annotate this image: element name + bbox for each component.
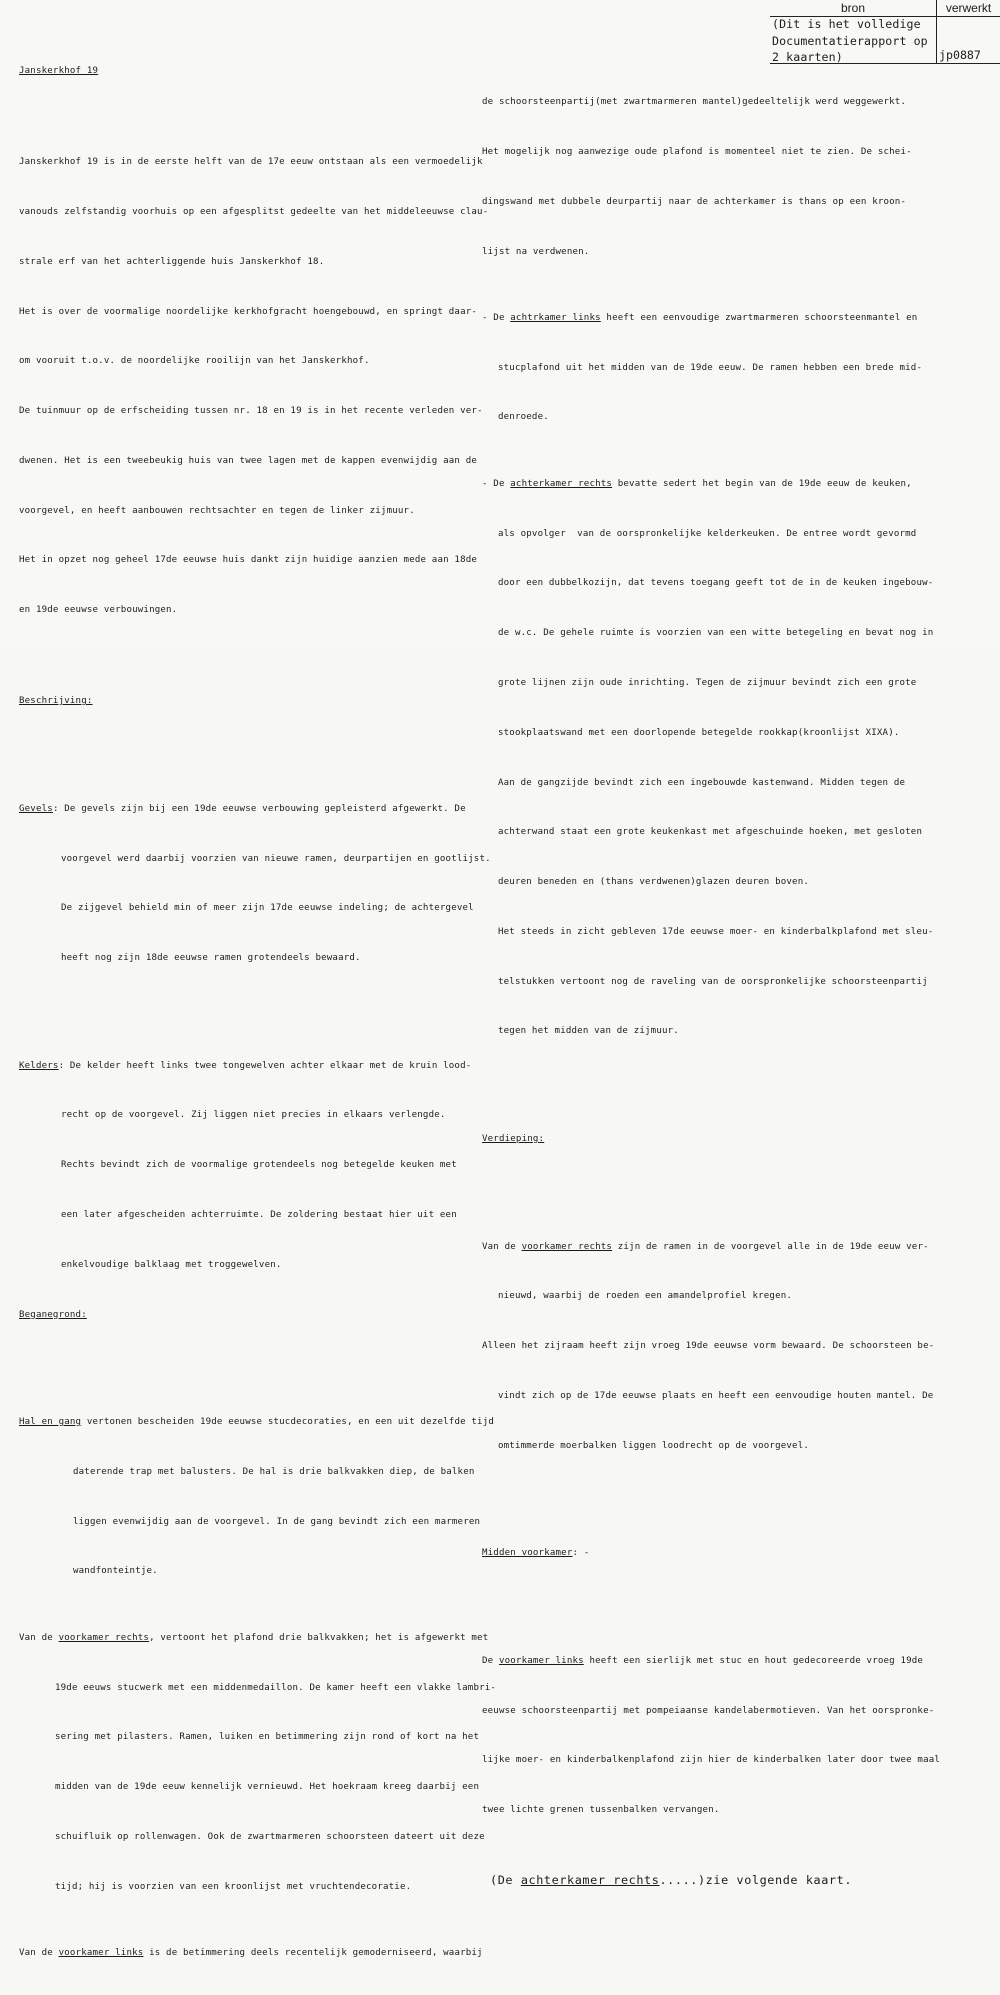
continuation-line: lijst na verdwenen. xyxy=(482,246,590,257)
document-title: Janskerkhof 19 xyxy=(19,66,99,77)
kelders-line: enkelvoudige balklaag met troggewelven. xyxy=(61,1259,282,1270)
gevels-line: voorgevel werd daarbij voorzien van nieuwe ramen, deurpartijen en gootlijst. xyxy=(61,853,491,864)
verd-voorkamer-links-line: eeuwse schoorsteenpartij met pompeiaanse kandelabermotieven. Van het oorspronke- xyxy=(482,1705,935,1716)
bron-cell xyxy=(770,17,937,64)
intro-line: strale erf van het achterliggende huis Janskerkhof 18. xyxy=(19,256,325,267)
gevels-line: De zijgevel behield min of meer zijn 17de eeuwse indeling; de achtergevel xyxy=(61,903,474,914)
verd-voorkamer-links-paragraph-first: De voorkamer links heeft een sierlijk met stuc en hout gedecoreerde vroeg 19de xyxy=(482,1655,924,1666)
bron-line: 2 kaarten) xyxy=(772,50,843,65)
hal-paragraph-first: Hal en gang vertonen bescheiden 19de eeuwse stucdecoraties, en een uit dezelfde tijd xyxy=(19,1417,495,1428)
verwerkt-cell xyxy=(937,17,1000,64)
kelders-label: Kelders xyxy=(19,1060,59,1071)
gevels-label: Gevels xyxy=(19,803,53,814)
footer-continuation-note: (De achterkamer rechts.....)zie volgende kaart. xyxy=(490,1872,853,1887)
voorkamer-rechts-paragraph-first: Van de voorkamer rechts, vertoont het plafond drie balkvakken; het is afgewerkt met xyxy=(19,1632,489,1643)
gevels-line: heeft nog zijn 18de eeuwse ramen grotendeels bewaard. xyxy=(61,953,361,964)
section-heading-verdieping: Verdieping: xyxy=(482,1134,545,1144)
verd-voorkamer-rechts-paragraph-first: Van de voorkamer rechts zijn de ramen in de voorgevel alle in de 19de eeuw ver- xyxy=(482,1241,929,1252)
intro-line: en 19de eeuwse verbouwingen. xyxy=(19,605,178,616)
achterkamer-rechts-line: Aan de gangzijde bevindt zich een ingebouwde kastenwand. Midden tegen de xyxy=(498,777,906,788)
bron-line: Documentatierapport op xyxy=(772,33,928,48)
voorkamer-rechts-line: tijd; hij is voorzien van een kroonlijst met vruchtendecoratie. xyxy=(55,1881,412,1892)
kelders-paragraph-first: Kelders: De kelder heeft links twee tongewelven achter elkaar met de kruin lood- xyxy=(19,1060,472,1071)
achterkamer-rechts-line: grote lijnen zijn oude inrichting. Tegen de zijmuur bevindt zich een grote xyxy=(498,677,917,688)
achterkamer-rechts-line: tegen het midden van de zijmuur. xyxy=(498,1026,679,1037)
hal-line: daterende trap met balusters. De hal is drie balkvakken diep, de balken xyxy=(73,1466,475,1477)
achterkamer-rechts-line: als opvolger van de oorspronkelijke kelderkeuken. De entree wordt gevormd xyxy=(498,528,917,539)
verwerkt-id: jp0887 xyxy=(939,48,981,62)
intro-line: Het is over de voormalige noordelijke kerkhofgracht hoengebouwd, en springt daar- xyxy=(19,306,478,317)
verd-voorkamer-links-line: lijke moer- en kinderbalkenplafond zijn hier de kinderbalken later door twee maal xyxy=(482,1755,941,1766)
kelders-line: Rechts bevindt zich de voormalige grotendeels nog betegelde keuken met xyxy=(61,1160,457,1171)
verd-voorkamer-rechts-label: voorkamer rechts xyxy=(521,1241,613,1252)
voorkamer-rechts-line: schuifluik op rollenwagen. Ook de zwartmarmeren schoorsteen dateert uit deze xyxy=(55,1831,485,1842)
kelders-line: een later afgescheiden achterruimte. De zoldering bestaat hier uit een xyxy=(61,1209,457,1220)
gevels-paragraph-first: Gevels: De gevels zijn bij een 19de eeuwse verbouwing gepleisterd afgewerkt. De xyxy=(19,803,466,814)
verwerkt-header: verwerkt xyxy=(937,0,1000,17)
midden-voorkamer-label: Midden voorkamer xyxy=(482,1548,573,1559)
achterkamer-links-label: achtrkamer links xyxy=(510,312,601,323)
bron-header: bron xyxy=(770,0,937,17)
bron-line: (Dit is het volledige xyxy=(772,17,921,31)
verd-voorkamer-rechts-line: Alleen het zijraam heeft zijn vroeg 19de eeuwse vorm bewaard. De schoorsteen be- xyxy=(482,1341,935,1352)
achterkamer-rechts-line: de w.c. De gehele ruimte is voorzien van een witte betegeling en bevat nog in xyxy=(498,628,934,639)
voorkamer-rechts-line: midden van de 19de eeuw kennelijk vernieuwd. Het hoekraam kreeg daarbij een xyxy=(55,1782,480,1793)
intro-line: voorgevel, en heeft aanbouwen rechtsachter en tegen de linker zijmuur. xyxy=(19,505,415,516)
achterkamer-rechts-line: telstukken vertoont nog de raveling van de oorspronkelijke schoorsteenpartij xyxy=(498,976,928,987)
achterkamer-rechts-line: deuren beneden en (thans verdwenen)glazen deuren boven. xyxy=(498,877,810,888)
intro-line: dwenen. Het is een tweebeukig huis van twee lagen met de kappen evenwijdig aan de xyxy=(19,455,478,466)
section-heading-beganegrond: Beganegrond: xyxy=(19,1309,87,1320)
left-column xyxy=(19,30,497,1995)
voorkamer-links-paragraph-first: Van de voorkamer links is de betimmering deels recentelijk gemoderniseerd, waarbij xyxy=(19,1948,483,1959)
continuation-line: dingswand met dubbele deurpartij naar de achterkamer is thans op een kroon- xyxy=(482,196,907,207)
intro-line: Janskerkhof 19 is in de eerste helft van de 17e eeuw ontstaan als een vermoedelijk xyxy=(19,157,483,168)
hal-line: liggen evenwijdig aan de voorgevel. In de gang bevindt zich een marmeren xyxy=(73,1516,481,1527)
intro-line: om vooruit t.o.v. de noordelijke rooilijn van het Janskerkhof. xyxy=(19,356,370,367)
achterkamer-rechts-line: achterwand staat een grote keukenkast met afgeschuinde hoeken, met gesloten xyxy=(498,827,923,838)
achterkamer-links-line: stucplafond uit het midden van de 19de eeuw. De ramen hebben een brede mid- xyxy=(498,362,923,373)
kelders-line: recht op de voorgevel. Zij liggen niet precies in elkaars verlengde. xyxy=(61,1110,446,1121)
achterkamer-links-paragraph-first: - De achtrkamer links heeft een eenvoudige zwartmarmeren schoorsteenmantel en xyxy=(482,312,918,323)
achterkamer-links-line: denroede. xyxy=(498,412,549,423)
verd-voorkamer-rechts-line: omtimmerde moerbalken liggen loodrecht op de voorgevel. xyxy=(498,1440,810,1451)
hal-en-gang-label: Hal en gang xyxy=(19,1417,82,1428)
achterkamer-rechts-line: Het steeds in zicht gebleven 17de eeuwse moer- en kinderbalkplafond met sleu- xyxy=(498,926,934,937)
verd-voorkamer-rechts-line: nieuwd, waarbij de roeden een amandelprofiel kregen. xyxy=(498,1291,793,1302)
hal-line: wandfonteintje. xyxy=(73,1566,158,1577)
intro-line: Het in opzet nog geheel 17de eeuwse huis dankt zijn huidige aanzien mede aan 18de xyxy=(19,555,478,566)
voorkamer-rechts-label: voorkamer rechts xyxy=(58,1632,150,1643)
continuation-line: de schoorsteenpartij(met zwartmarmeren mantel)gedeeltelijk werd weggewerkt. xyxy=(482,97,907,108)
section-heading-beschrijving: Beschrijving: xyxy=(19,696,93,707)
voorkamer-links-label: voorkamer links xyxy=(58,1948,144,1959)
achterkamer-rechts-line: door een dubbelkozijn, dat tevens toegang geeft tot de in de keuken ingebouw- xyxy=(498,578,934,589)
continuation-line: Het mogelijk nog aanwezige oude plafond is momenteel niet te zien. De schei- xyxy=(482,146,912,157)
verd-voorkamer-rechts-line: vindt zich op de 17de eeuwse plaats en heeft een eenvoudige houten mantel. De xyxy=(498,1390,934,1401)
achterkamer-rechts-line: stookplaatswand met een doorlopende betegelde rookkap(kroonlijst XIXA). xyxy=(498,727,900,738)
verd-voorkamer-links-label: voorkamer links xyxy=(498,1655,584,1666)
intro-line: vanouds zelfstandig voorhuis op een afgesplitst gedeelte van het middeleeuwse clau- xyxy=(19,206,489,217)
footer-achterkamer-rechts-label: achterkamer rechts xyxy=(520,1872,660,1887)
intro-line: De tuinmuur op de erfscheiding tussen nr. 18 en 19 is in het recente verleden ver- xyxy=(19,406,483,417)
voorkamer-rechts-line: 19de eeuws stucwerk met een middenmedaillon. De kamer heeft een vlakke lambri- xyxy=(55,1682,497,1693)
verd-voorkamer-links-line: twee lichte grenen tussenbalken vervangen. xyxy=(482,1805,720,1816)
right-column xyxy=(482,61,941,1921)
midden-voorkamer-heading: Midden voorkamer: - xyxy=(482,1548,590,1559)
voorkamer-rechts-line: sering met pilasters. Ramen, luiken en betimmering zijn rond of kort na het xyxy=(55,1732,480,1743)
achterkamer-rechts-label: achterkamer rechts xyxy=(510,478,613,489)
achterkamer-rechts-paragraph-first: - De achterkamer rechts bevatte sedert het begin van de 19de eeuw de keuken, xyxy=(482,478,912,489)
